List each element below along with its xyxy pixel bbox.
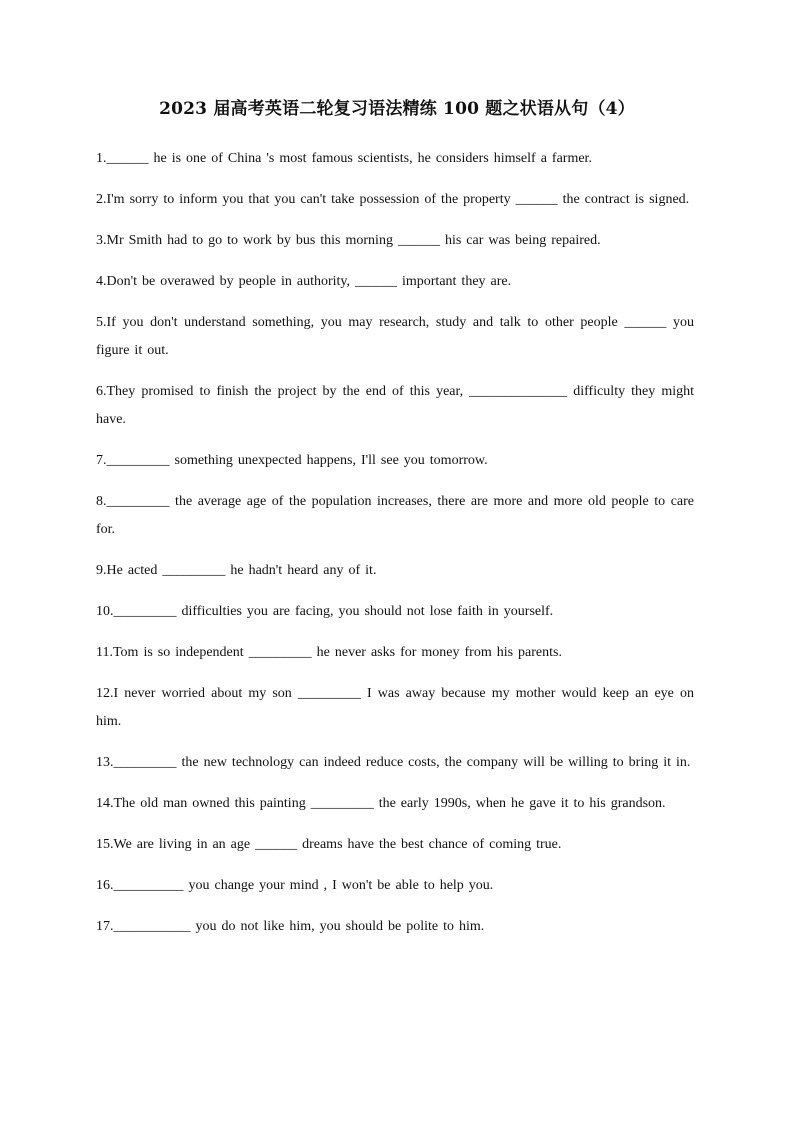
question-item: 9.He acted _________ he hadn't heard any of it. [96, 563, 377, 578]
question-item: 16.__________ you change your mind , I won't be able to help you. [96, 878, 494, 893]
question-item: 6.They promised to finish the project by the end of this year, ______________ difficulty they might have. [96, 384, 694, 427]
question-item: 14.The old man owned this painting _________ the early 1990s, when he gave it to his grandson. [96, 796, 666, 811]
question-item: 5.If you don't understand something, you may research, study and talk to other people ______ you figure it out. [96, 315, 694, 358]
question-item: 8._________ the average age of the population increases, there are more and more old people to care for. [96, 494, 694, 537]
question-item: 1.______ he is one of China 's most famous scientists, he considers himself a farmer. [96, 151, 592, 166]
question-list [96, 145, 694, 954]
question-item: 2.I'm sorry to inform you that you can't take possession of the property ______ the contract is signed. [96, 192, 690, 207]
question-item: 12.I never worried about my son _________ I was away because my mother would keep an eye on him. [96, 686, 694, 729]
question-item: 17.___________ you do not like him, you should be polite to him. [96, 919, 485, 934]
question-item: 7._________ something unexpected happens, I'll see you tomorrow. [96, 453, 488, 468]
question-item: 4.Don't be overawed by people in authority, ______ important they are. [96, 274, 512, 289]
question-item: 3.Mr Smith had to go to work by bus this morning ______ his car was being repaired. [96, 233, 601, 248]
page-title: 2023 届高考英语二轮复习语法精练 100 题之状语从句（4） [159, 99, 635, 119]
question-item: 15.We are living in an age ______ dreams have the best chance of coming true. [96, 837, 562, 852]
question-item: 13._________ the new technology can indeed reduce costs, the company will be willing to bring it in. [96, 755, 691, 770]
question-item: 10._________ difficulties you are facing, you should not lose faith in yourself. [96, 604, 554, 619]
question-item: 11.Tom is so independent _________ he never asks for money from his parents. [96, 645, 562, 660]
